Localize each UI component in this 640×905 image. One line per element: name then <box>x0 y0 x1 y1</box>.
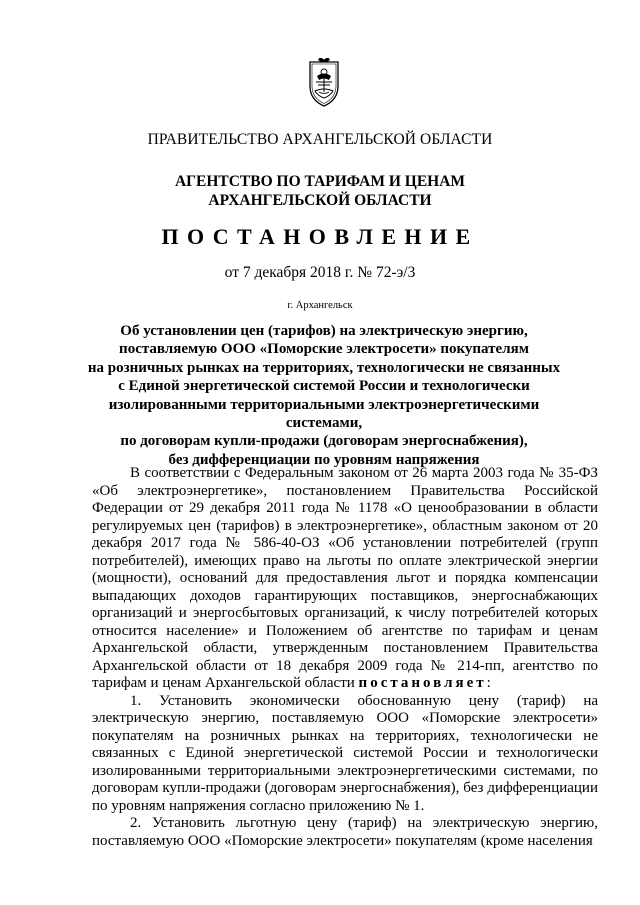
document-type: ПОСТАНОВЛЕНИЕ <box>161 224 479 249</box>
agency-line-1: АГЕНТСТВО ПО ТАРИФАМ И ЦЕНАМ <box>174 173 466 190</box>
city: г. Архангельск <box>287 300 353 311</box>
agency-name <box>60 172 580 210</box>
resolves-colon: : <box>486 675 491 691</box>
resolves-word: постановляет <box>358 675 487 691</box>
document-title <box>84 322 564 469</box>
item-2-paragraph: 2. Установить льготную цену (тариф) на электрическую энергию, поставляемую ООО «Поморские электросети» покупателям (кроме населения <box>92 815 598 849</box>
title-line: поставляемую ООО «Поморские электросети» покупателям <box>119 341 529 358</box>
coat-of-arms-icon <box>304 58 344 108</box>
title-line: по договорам купли-продажи (договорам энергоснабжения), <box>120 433 528 450</box>
date-and-number: от 7 декабря 2018 г. № 72-э/3 <box>224 264 416 281</box>
title-line: с Единой энергетической системой России и технологически <box>118 378 530 395</box>
agency-line-2: АРХАНГЕЛЬСКОЙ ОБЛАСТИ <box>208 192 432 209</box>
title-line: изолированными территориальными электроэнергетическими системами, <box>108 396 540 432</box>
preamble-paragraph <box>92 465 598 693</box>
preamble-text: В соответствии с Федеральным законом от 26 марта 2003 года № 35-ФЗ «Об электроэнергетике», постановлением Правительства Российской Федерации от 29 декабря 2011 года № 1178 «О ценообразовании в области регулируемых цен (тарифов) в электроэнергетике», областным законом от 20 декабря 2017 года № 586-40-ОЗ «Об установлении потребителей (групп потребителей), имеющих право на льготы по оплате электрической энергии (мощности), оснований для предоставления льгот и порядка компенсации выпадающих доходов гарантирующих поставщиков, энергоснабжающих организаций и энергосбытовых организаций, к числу потребителей которых относится население» и Положением об агентстве по тарифам и ценам Архангельской области, утвержденным постановлением Правительства Архангельской области от 18 декабря 2009 года № 214-пп, агентство по тарифам и ценам Архангельской области <box>92 465 598 691</box>
title-line: Об установлении цен (тарифов) на электрическую энергию, <box>120 323 528 339</box>
government-name: ПРАВИТЕЛЬСТВО АРХАНГЕЛЬСКОЙ ОБЛАСТИ <box>147 131 493 148</box>
document-body <box>92 465 598 850</box>
title-line: на розничных рынках на территориях, технологически не связанных <box>87 359 561 376</box>
title-line: без дифференциации по уровням напряжения <box>168 451 480 468</box>
item-1-paragraph: 1. Установить экономически обоснованную цену (тариф) на электрическую энергию, поставляемую ООО «Поморские электросети» покупателям на розничных рынках на территориях, технологически не связанных с Единой энергетической системой России и технологически изолированными территориальными электроэнергетическими системами, по договорам купли-продажи (договорам энергоснабжения), без дифференциации по уровням напряжения согласно приложению № 1. <box>92 692 598 814</box>
